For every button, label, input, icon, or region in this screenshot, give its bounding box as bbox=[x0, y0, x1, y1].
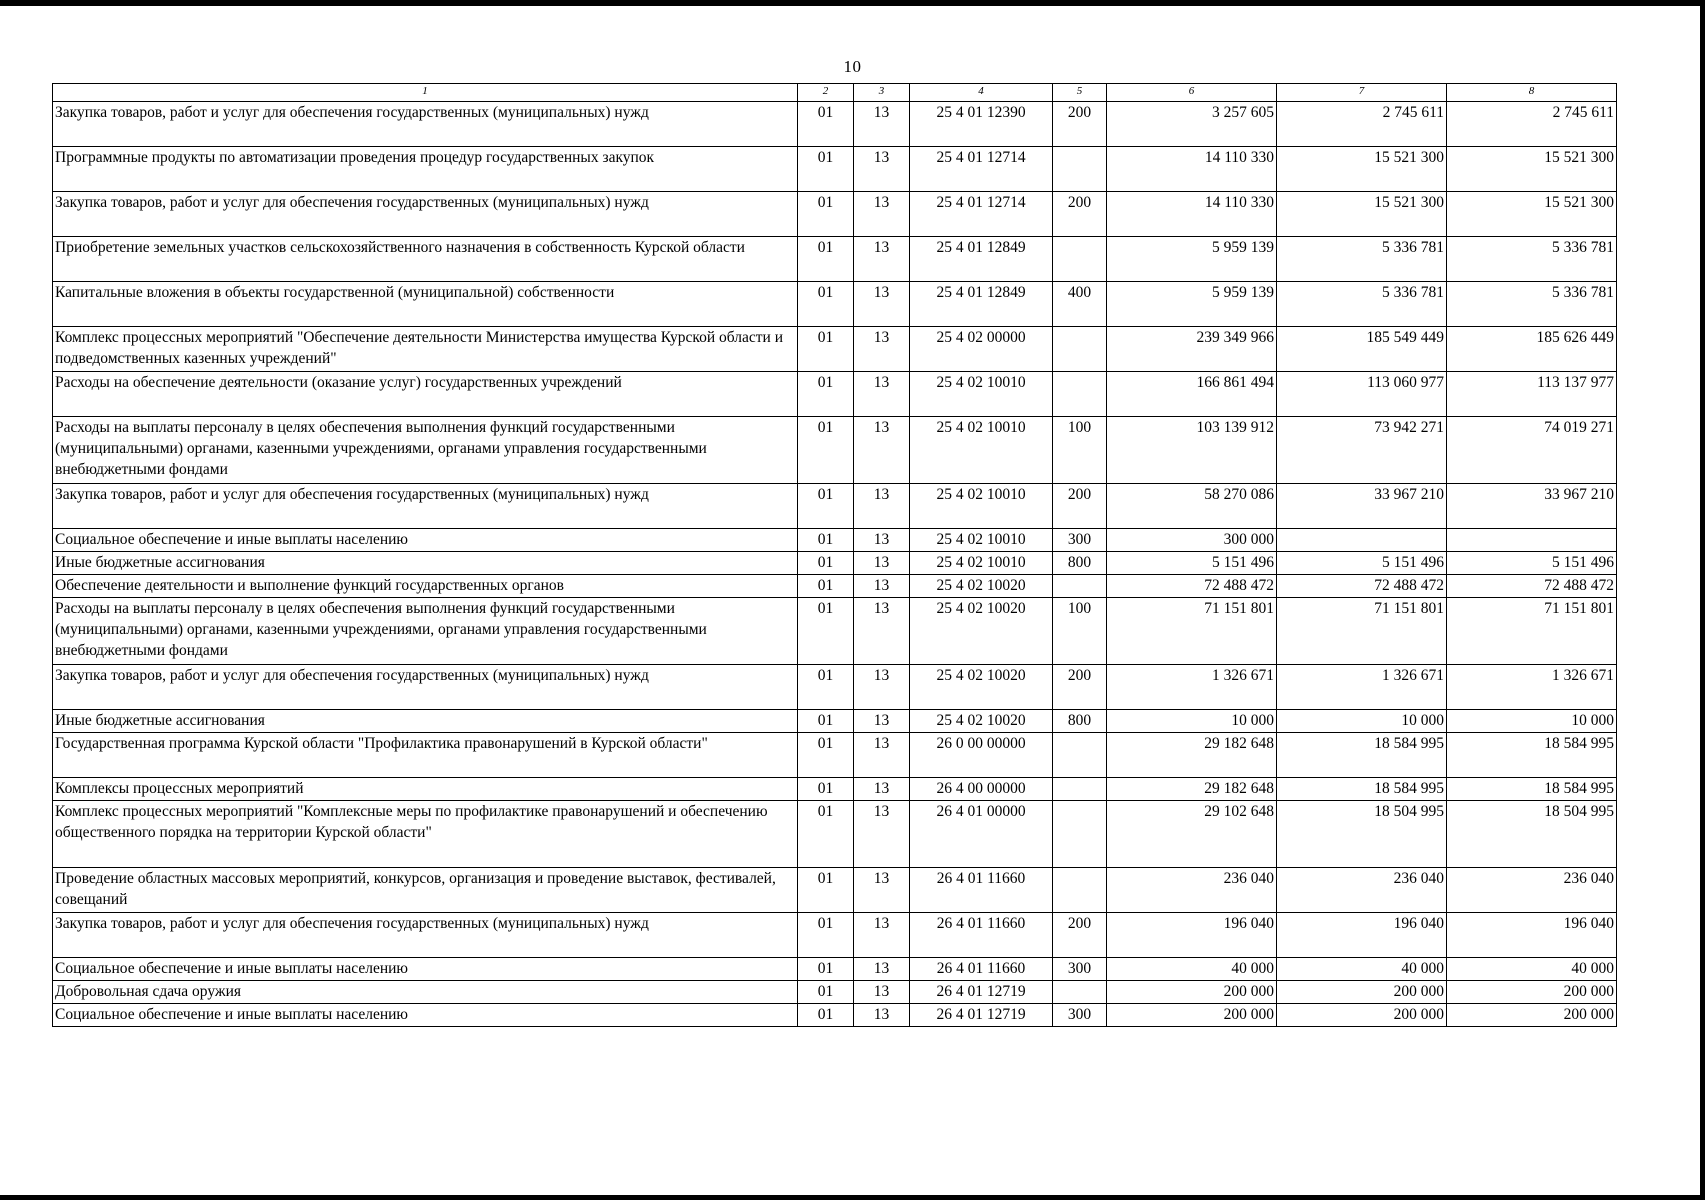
page-frame-right bbox=[1700, 0, 1705, 1200]
amount-column-8: 1 326 671 bbox=[1447, 665, 1617, 710]
amount-column-8: 196 040 bbox=[1447, 913, 1617, 958]
row-description: Комплекс процессных мероприятий "Комплексные меры по профилактике правонарушений и обеспечению общественного порядка на территории Курской области" bbox=[53, 801, 798, 868]
amount-column-7: 15 521 300 bbox=[1277, 192, 1447, 237]
row-description: Расходы на выплаты персоналу в целях обеспечения выполнения функций государственными (муниципальными) органами, казенными учреждениями, органами управления государственными внебюджетными фондами bbox=[53, 417, 798, 484]
row-description: Обеспечение деятельности и выполнение функций государственных органов bbox=[53, 575, 798, 598]
row-description: Социальное обеспечение и иные выплаты населению bbox=[53, 529, 798, 552]
section-code: 01 bbox=[798, 868, 854, 913]
row-description: Иные бюджетные ассигнования bbox=[53, 710, 798, 733]
expense-type-code bbox=[1053, 237, 1107, 282]
amount-column-8: 72 488 472 bbox=[1447, 575, 1617, 598]
page-frame-bottom bbox=[0, 1195, 1705, 1200]
table-row bbox=[53, 327, 1617, 372]
subsection-code: 13 bbox=[854, 147, 910, 192]
amount-column-8: 236 040 bbox=[1447, 868, 1617, 913]
table-row bbox=[53, 147, 1617, 192]
amount-column-6: 29 102 648 bbox=[1107, 801, 1277, 868]
table-row bbox=[53, 575, 1617, 598]
amount-column-8: 200 000 bbox=[1447, 1004, 1617, 1027]
column-header-3: 3 bbox=[854, 84, 910, 102]
subsection-code: 13 bbox=[854, 372, 910, 417]
target-article-code: 25 4 02 10020 bbox=[910, 575, 1053, 598]
amount-column-8: 200 000 bbox=[1447, 981, 1617, 1004]
row-description: Социальное обеспечение и иные выплаты населению bbox=[53, 958, 798, 981]
table-row bbox=[53, 801, 1617, 868]
amount-column-6: 200 000 bbox=[1107, 981, 1277, 1004]
section-code: 01 bbox=[798, 958, 854, 981]
amount-column-7: 33 967 210 bbox=[1277, 484, 1447, 529]
subsection-code: 13 bbox=[854, 575, 910, 598]
table-row bbox=[53, 868, 1617, 913]
section-code: 01 bbox=[798, 147, 854, 192]
table-row bbox=[53, 529, 1617, 552]
subsection-code: 13 bbox=[854, 282, 910, 327]
amount-column-7: 200 000 bbox=[1277, 1004, 1447, 1027]
expense-type-code: 400 bbox=[1053, 282, 1107, 327]
subsection-code: 13 bbox=[854, 665, 910, 710]
amount-column-8: 18 584 995 bbox=[1447, 733, 1617, 778]
table-row bbox=[53, 417, 1617, 484]
subsection-code: 13 bbox=[854, 778, 910, 801]
target-article-code: 25 4 01 12849 bbox=[910, 237, 1053, 282]
column-header-1: 1 bbox=[53, 84, 798, 102]
amount-column-8 bbox=[1447, 529, 1617, 552]
expense-type-code bbox=[1053, 147, 1107, 192]
amount-column-8: 15 521 300 bbox=[1447, 192, 1617, 237]
table-row bbox=[53, 710, 1617, 733]
table-row bbox=[53, 484, 1617, 529]
table-row bbox=[53, 192, 1617, 237]
subsection-code: 13 bbox=[854, 958, 910, 981]
section-code: 01 bbox=[798, 237, 854, 282]
subsection-code: 13 bbox=[854, 417, 910, 484]
section-code: 01 bbox=[798, 733, 854, 778]
amount-column-8: 18 504 995 bbox=[1447, 801, 1617, 868]
amount-column-6: 29 182 648 bbox=[1107, 733, 1277, 778]
expense-type-code: 100 bbox=[1053, 598, 1107, 665]
target-article-code: 25 4 02 00000 bbox=[910, 327, 1053, 372]
amount-column-7: 113 060 977 bbox=[1277, 372, 1447, 417]
row-description: Закупка товаров, работ и услуг для обеспечения государственных (муниципальных) нужд bbox=[53, 192, 798, 237]
target-article-code: 25 4 02 10010 bbox=[910, 552, 1053, 575]
target-article-code: 25 4 02 10010 bbox=[910, 372, 1053, 417]
column-header-7: 7 bbox=[1277, 84, 1447, 102]
amount-column-7: 200 000 bbox=[1277, 981, 1447, 1004]
expense-type-code: 200 bbox=[1053, 665, 1107, 710]
target-article-code: 26 4 00 00000 bbox=[910, 778, 1053, 801]
amount-column-7: 15 521 300 bbox=[1277, 147, 1447, 192]
expense-type-code: 800 bbox=[1053, 710, 1107, 733]
amount-column-8: 18 584 995 bbox=[1447, 778, 1617, 801]
page-frame-top bbox=[0, 0, 1705, 6]
expense-type-code bbox=[1053, 981, 1107, 1004]
target-article-code: 26 0 00 00000 bbox=[910, 733, 1053, 778]
amount-column-6: 300 000 bbox=[1107, 529, 1277, 552]
amount-column-7: 185 549 449 bbox=[1277, 327, 1447, 372]
row-description: Иные бюджетные ассигнования bbox=[53, 552, 798, 575]
subsection-code: 13 bbox=[854, 981, 910, 1004]
table-row bbox=[53, 598, 1617, 665]
subsection-code: 13 bbox=[854, 102, 910, 147]
amount-column-6: 5 959 139 bbox=[1107, 237, 1277, 282]
expense-type-code bbox=[1053, 868, 1107, 913]
amount-column-6: 200 000 bbox=[1107, 1004, 1277, 1027]
expense-type-code: 100 bbox=[1053, 417, 1107, 484]
subsection-code: 13 bbox=[854, 237, 910, 282]
amount-column-6: 3 257 605 bbox=[1107, 102, 1277, 147]
expense-type-code bbox=[1053, 327, 1107, 372]
row-description: Закупка товаров, работ и услуг для обеспечения государственных (муниципальных) нужд bbox=[53, 484, 798, 529]
amount-column-7: 73 942 271 bbox=[1277, 417, 1447, 484]
amount-column-8: 113 137 977 bbox=[1447, 372, 1617, 417]
row-description: Программные продукты по автоматизации проведения процедур государственных закупок bbox=[53, 147, 798, 192]
subsection-code: 13 bbox=[854, 710, 910, 733]
budget-table bbox=[52, 83, 1617, 1027]
table-row bbox=[53, 778, 1617, 801]
row-description: Закупка товаров, работ и услуг для обеспечения государственных (муниципальных) нужд bbox=[53, 913, 798, 958]
table-row bbox=[53, 1004, 1617, 1027]
amount-column-7: 18 584 995 bbox=[1277, 778, 1447, 801]
row-description: Расходы на выплаты персоналу в целях обеспечения выполнения функций государственными (муниципальными) органами, казенными учреждениями, органами управления государственными внебюджетными фондами bbox=[53, 598, 798, 665]
table-row bbox=[53, 913, 1617, 958]
amount-column-7: 72 488 472 bbox=[1277, 575, 1447, 598]
section-code: 01 bbox=[798, 710, 854, 733]
row-description: Капитальные вложения в объекты государственной (муниципальной) собственности bbox=[53, 282, 798, 327]
amount-column-8: 40 000 bbox=[1447, 958, 1617, 981]
amount-column-8: 5 336 781 bbox=[1447, 282, 1617, 327]
column-header-6: 6 bbox=[1107, 84, 1277, 102]
section-code: 01 bbox=[798, 552, 854, 575]
expense-type-code bbox=[1053, 575, 1107, 598]
expense-type-code: 200 bbox=[1053, 192, 1107, 237]
row-description: Комплекс процессных мероприятий "Обеспечение деятельности Министерства имущества Курской области и подведомственных казенных учреждений" bbox=[53, 327, 798, 372]
column-header-2: 2 bbox=[798, 84, 854, 102]
section-code: 01 bbox=[798, 665, 854, 710]
section-code: 01 bbox=[798, 801, 854, 868]
amount-column-7: 1 326 671 bbox=[1277, 665, 1447, 710]
amount-column-6: 196 040 bbox=[1107, 913, 1277, 958]
column-header-8: 8 bbox=[1447, 84, 1617, 102]
amount-column-6: 10 000 bbox=[1107, 710, 1277, 733]
amount-column-8: 33 967 210 bbox=[1447, 484, 1617, 529]
row-description: Закупка товаров, работ и услуг для обеспечения государственных (муниципальных) нужд bbox=[53, 102, 798, 147]
section-code: 01 bbox=[798, 102, 854, 147]
subsection-code: 13 bbox=[854, 801, 910, 868]
table-row bbox=[53, 237, 1617, 282]
amount-column-6: 236 040 bbox=[1107, 868, 1277, 913]
amount-column-8: 185 626 449 bbox=[1447, 327, 1617, 372]
target-article-code: 25 4 02 10020 bbox=[910, 598, 1053, 665]
amount-column-7: 196 040 bbox=[1277, 913, 1447, 958]
subsection-code: 13 bbox=[854, 868, 910, 913]
column-number-header-row bbox=[53, 84, 1617, 102]
amount-column-7: 18 504 995 bbox=[1277, 801, 1447, 868]
column-header-4: 4 bbox=[910, 84, 1053, 102]
budget-table-body bbox=[53, 84, 1617, 1027]
amount-column-6: 1 326 671 bbox=[1107, 665, 1277, 710]
table-row bbox=[53, 665, 1617, 710]
column-header-5: 5 bbox=[1053, 84, 1107, 102]
target-article-code: 26 4 01 12719 bbox=[910, 1004, 1053, 1027]
expense-type-code bbox=[1053, 801, 1107, 868]
row-description: Приобретение земельных участков сельскохозяйственного назначения в собственность Курской области bbox=[53, 237, 798, 282]
row-description: Государственная программа Курской области "Профилактика правонарушений в Курской области" bbox=[53, 733, 798, 778]
target-article-code: 25 4 01 12714 bbox=[910, 147, 1053, 192]
amount-column-6: 166 861 494 bbox=[1107, 372, 1277, 417]
amount-column-7: 10 000 bbox=[1277, 710, 1447, 733]
amount-column-8: 15 521 300 bbox=[1447, 147, 1617, 192]
target-article-code: 25 4 02 10020 bbox=[910, 710, 1053, 733]
target-article-code: 25 4 02 10020 bbox=[910, 665, 1053, 710]
amount-column-7: 5 151 496 bbox=[1277, 552, 1447, 575]
expense-type-code bbox=[1053, 778, 1107, 801]
amount-column-7: 40 000 bbox=[1277, 958, 1447, 981]
amount-column-8: 10 000 bbox=[1447, 710, 1617, 733]
target-article-code: 25 4 02 10010 bbox=[910, 529, 1053, 552]
table-row bbox=[53, 102, 1617, 147]
target-article-code: 25 4 02 10010 bbox=[910, 417, 1053, 484]
page-number: 10 bbox=[843, 57, 862, 76]
amount-column-6: 40 000 bbox=[1107, 958, 1277, 981]
expense-type-code bbox=[1053, 372, 1107, 417]
target-article-code: 25 4 02 10010 bbox=[910, 484, 1053, 529]
section-code: 01 bbox=[798, 598, 854, 665]
amount-column-6: 14 110 330 bbox=[1107, 147, 1277, 192]
target-article-code: 26 4 01 00000 bbox=[910, 801, 1053, 868]
amount-column-8: 74 019 271 bbox=[1447, 417, 1617, 484]
subsection-code: 13 bbox=[854, 598, 910, 665]
table-row bbox=[53, 958, 1617, 981]
table-row bbox=[53, 981, 1617, 1004]
subsection-code: 13 bbox=[854, 327, 910, 372]
target-article-code: 26 4 01 11660 bbox=[910, 958, 1053, 981]
amount-column-6: 103 139 912 bbox=[1107, 417, 1277, 484]
expense-type-code: 200 bbox=[1053, 913, 1107, 958]
amount-column-6: 239 349 966 bbox=[1107, 327, 1277, 372]
table-row bbox=[53, 733, 1617, 778]
target-article-code: 25 4 01 12714 bbox=[910, 192, 1053, 237]
row-description: Закупка товаров, работ и услуг для обеспечения государственных (муниципальных) нужд bbox=[53, 665, 798, 710]
section-code: 01 bbox=[798, 913, 854, 958]
section-code: 01 bbox=[798, 192, 854, 237]
table-row bbox=[53, 372, 1617, 417]
amount-column-6: 14 110 330 bbox=[1107, 192, 1277, 237]
subsection-code: 13 bbox=[854, 484, 910, 529]
target-article-code: 25 4 01 12849 bbox=[910, 282, 1053, 327]
subsection-code: 13 bbox=[854, 552, 910, 575]
section-code: 01 bbox=[798, 372, 854, 417]
section-code: 01 bbox=[798, 1004, 854, 1027]
row-description: Социальное обеспечение и иные выплаты населению bbox=[53, 1004, 798, 1027]
section-code: 01 bbox=[798, 981, 854, 1004]
section-code: 01 bbox=[798, 282, 854, 327]
target-article-code: 26 4 01 11660 bbox=[910, 868, 1053, 913]
subsection-code: 13 bbox=[854, 913, 910, 958]
expense-type-code: 300 bbox=[1053, 1004, 1107, 1027]
expense-type-code bbox=[1053, 733, 1107, 778]
amount-column-6: 58 270 086 bbox=[1107, 484, 1277, 529]
expense-type-code: 300 bbox=[1053, 958, 1107, 981]
section-code: 01 bbox=[798, 417, 854, 484]
expense-type-code: 300 bbox=[1053, 529, 1107, 552]
subsection-code: 13 bbox=[854, 192, 910, 237]
amount-column-7: 18 584 995 bbox=[1277, 733, 1447, 778]
amount-column-8: 5 336 781 bbox=[1447, 237, 1617, 282]
row-description: Добровольная сдача оружия bbox=[53, 981, 798, 1004]
section-code: 01 bbox=[798, 575, 854, 598]
subsection-code: 13 bbox=[854, 733, 910, 778]
amount-column-8: 5 151 496 bbox=[1447, 552, 1617, 575]
amount-column-6: 72 488 472 bbox=[1107, 575, 1277, 598]
amount-column-7: 5 336 781 bbox=[1277, 237, 1447, 282]
target-article-code: 26 4 01 12719 bbox=[910, 981, 1053, 1004]
target-article-code: 25 4 01 12390 bbox=[910, 102, 1053, 147]
subsection-code: 13 bbox=[854, 1004, 910, 1027]
expense-type-code: 200 bbox=[1053, 102, 1107, 147]
row-description: Комплексы процессных мероприятий bbox=[53, 778, 798, 801]
section-code: 01 bbox=[798, 778, 854, 801]
amount-column-7 bbox=[1277, 529, 1447, 552]
amount-column-8: 71 151 801 bbox=[1447, 598, 1617, 665]
table-row bbox=[53, 282, 1617, 327]
amount-column-7: 236 040 bbox=[1277, 868, 1447, 913]
amount-column-6: 71 151 801 bbox=[1107, 598, 1277, 665]
section-code: 01 bbox=[798, 327, 854, 372]
amount-column-7: 5 336 781 bbox=[1277, 282, 1447, 327]
table-row bbox=[53, 552, 1617, 575]
section-code: 01 bbox=[798, 484, 854, 529]
amount-column-7: 71 151 801 bbox=[1277, 598, 1447, 665]
amount-column-6: 29 182 648 bbox=[1107, 778, 1277, 801]
amount-column-6: 5 151 496 bbox=[1107, 552, 1277, 575]
target-article-code: 26 4 01 11660 bbox=[910, 913, 1053, 958]
amount-column-7: 2 745 611 bbox=[1277, 102, 1447, 147]
row-description: Расходы на обеспечение деятельности (оказание услуг) государственных учреждений bbox=[53, 372, 798, 417]
amount-column-6: 5 959 139 bbox=[1107, 282, 1277, 327]
amount-column-8: 2 745 611 bbox=[1447, 102, 1617, 147]
row-description: Проведение областных массовых мероприятий, конкурсов, организация и проведение выставок, фестивалей, совещаний bbox=[53, 868, 798, 913]
subsection-code: 13 bbox=[854, 529, 910, 552]
expense-type-code: 200 bbox=[1053, 484, 1107, 529]
section-code: 01 bbox=[798, 529, 854, 552]
expense-type-code: 800 bbox=[1053, 552, 1107, 575]
